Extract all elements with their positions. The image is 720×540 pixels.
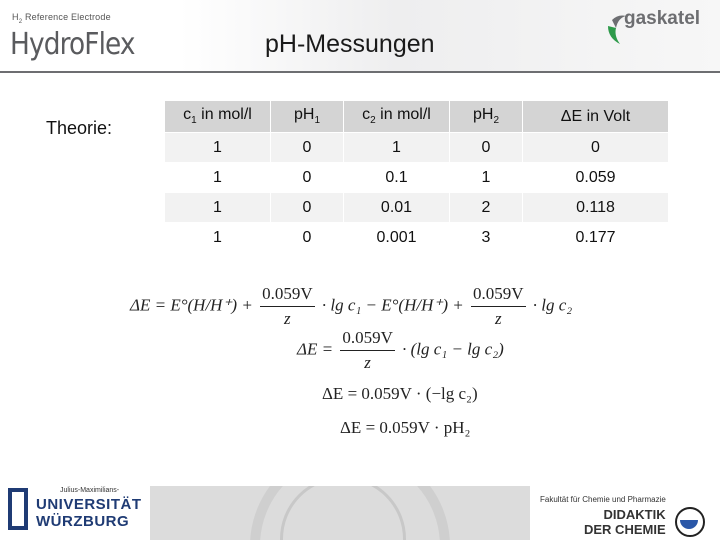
table-row xyxy=(165,193,669,223)
col-header-delta-e: ΔE in Volt xyxy=(523,101,669,133)
table-cell: 3 xyxy=(450,223,523,253)
didaktik-label: DIDAKTIK DER CHEMIE xyxy=(584,507,666,537)
table-row xyxy=(165,163,669,193)
header-subtitle: $H_2$ Reference Electrode xyxy=(12,12,111,25)
header-divider xyxy=(0,71,720,73)
table-cell: 0 xyxy=(450,133,523,163)
table-cell: 1 xyxy=(165,223,271,253)
table-cell: 0.1 xyxy=(344,163,450,193)
seal-ring-icon xyxy=(280,486,406,540)
fraction: $\frac{0.059V}{z}$ xyxy=(342,328,393,372)
table-cell: 0.01 xyxy=(344,193,450,223)
table-cell: 0 xyxy=(271,133,344,163)
table-cell: 0.059 xyxy=(523,163,669,193)
table-cell: 0.177 xyxy=(523,223,669,253)
ph-table xyxy=(164,100,669,253)
table-header-row xyxy=(165,101,669,133)
table-cell: 1 xyxy=(165,163,271,193)
fraction: $\frac{0.059V}{z}$ xyxy=(472,284,524,328)
product-logo-text: HydroFlex xyxy=(10,27,135,62)
university-logo-inner xyxy=(12,492,24,526)
faculty-label: Fakultät für Chemie und Pharmazie xyxy=(540,495,666,504)
section-label: Theorie: xyxy=(46,118,113,138)
university-seal-band xyxy=(150,486,530,540)
table-row xyxy=(165,133,669,163)
col-header-ph2: $pH_2$ xyxy=(450,101,523,133)
col-header-c2: $c_2$ in mol/l xyxy=(344,101,450,133)
table-cell: 0 xyxy=(271,223,344,253)
table-cell: 1 xyxy=(450,163,523,193)
table-cell: 0.118 xyxy=(523,193,669,223)
col-header-ph1: $pH_1$ xyxy=(271,101,344,133)
table-cell: 2 xyxy=(450,193,523,223)
fraction: $\frac{0.059V}{z}$ xyxy=(262,284,313,328)
page-title: pH-Messungen xyxy=(265,30,435,58)
equation-line-2: ΔE = $\frac{0.059V}{z}$ · (lg c₁ − lg c₂) xyxy=(297,328,504,372)
equation-line-1: ΔE = E°(H/H⁺) + $\frac{0.059V}{z}$ · lg c₁ − E°(H/H⁺) + $\frac{0.059V}{z}$ · lg c₂ xyxy=(130,284,573,328)
table-cell: 1 xyxy=(165,133,271,163)
table-cell: 0 xyxy=(271,193,344,223)
table-row xyxy=(165,223,669,253)
table-cell: 1 xyxy=(344,133,450,163)
col-header-c1: $c_1$ in mol/l xyxy=(165,101,271,133)
table-cell: 0.001 xyxy=(344,223,450,253)
university-prefix: Julius-Maximilians- xyxy=(60,487,120,494)
equation-line-4: ΔE = 0.059V · pH₂ xyxy=(340,418,471,437)
equation-line-3: ΔE = 0.059V · (−lg c₂) xyxy=(322,384,478,403)
company-name: gaskatel xyxy=(624,8,701,29)
table-cell: 1 xyxy=(165,193,271,223)
table-cell: 0 xyxy=(523,133,669,163)
university-name: UNIVERSITÄT WÜRZBURG xyxy=(36,496,142,530)
table-cell: 0 xyxy=(271,163,344,193)
